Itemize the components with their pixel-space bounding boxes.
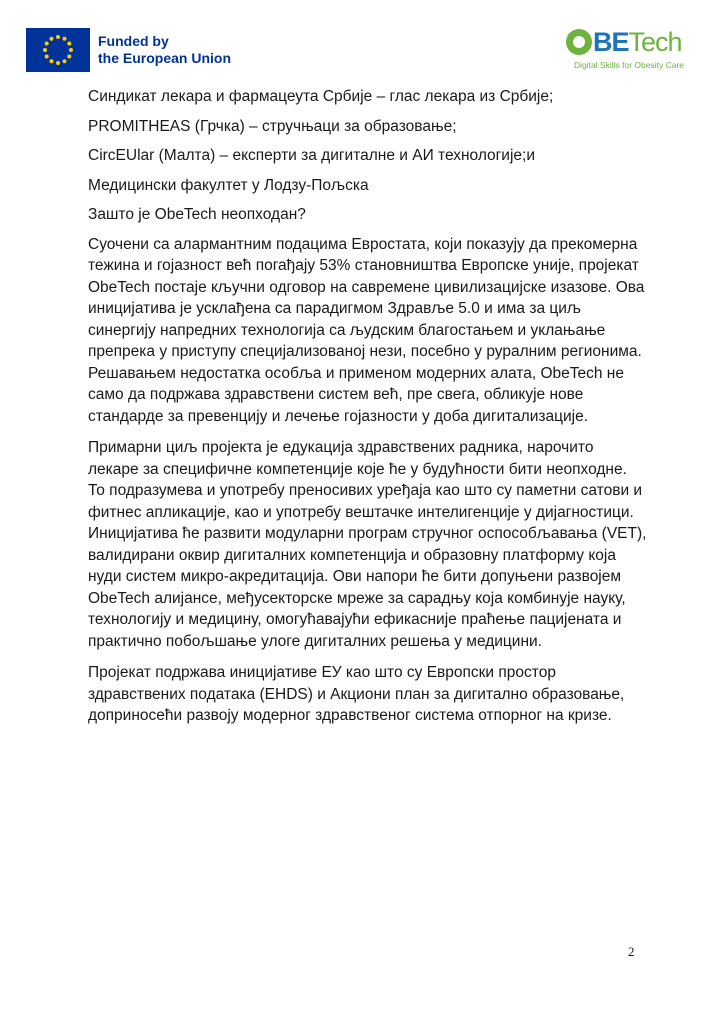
- eu-funding-line1: Funded by: [98, 33, 169, 49]
- paragraph-3: Пројекат подржава иницијативе ЕУ као што су Европски простор здравствених података (EHDS) и Акциони план за дигитално образовање, доприносећи развоју модерног здравственог система отпорног на кризе.: [88, 664, 625, 724]
- eu-funding-line2: the European Union: [98, 50, 231, 66]
- eu-funding-text: [98, 33, 231, 67]
- eu-funding-logo: [26, 26, 231, 74]
- partner-item: Медицински факултет у Лодзу-Пољска: [88, 176, 369, 194]
- partner-item: CircEUlar (Малта) – експерти за дигиталне и АИ технологије;и: [88, 147, 535, 164]
- paragraph-1: Суочени са алармантним подацима Евростата, који показују да прекомерна тежина и гојазност већ погађају 53% становништва Европске уније, пројекат ObeTech постаје кључни одговор на савремене цивилизацијске изазове. Ова иницијатива је усклађена са парадигмом Здравље 5.0 и има за циљ синергију напредних технологија са људским благостањем и уклањање препрека у приступу специјализованој нези, посебно у руралним регионима. Решавањем недостатка особља и применом модерних алата, ObeTech не само да подржава здравствени систем већ, пре свега, обликује нове стандарде за превенцију и лечење гојазности у доба дигитализације.: [88, 235, 645, 425]
- eu-flag-icon: [26, 28, 90, 72]
- partner-item: PROMITHEAS (Грчка) – стручњаци за образовање;: [88, 117, 457, 135]
- obetech-o-icon: [566, 29, 592, 55]
- page-number: 2: [628, 944, 635, 959]
- section-question: Зашто је ObeTech неопходан?: [88, 206, 306, 223]
- partner-item: Синдикат лекара и фармацеута Србије – глас лекара из Србије;: [88, 88, 554, 105]
- obetech-logo-tech: Tech: [628, 26, 682, 57]
- document-body: [88, 86, 648, 737]
- paragraph-2: Примарни циљ пројекта је едукација здравствених радника, нарочито лекаре за специфичне компетенције које ће у будућности бити неопходне. То подразумева и употребу преносивих уређаја као што су паметни сатови и фитнес апликације, као и употребу вештачке интелигенције у дијагностици. Иницијатива ће развити модуларни програм стручног оспособљавања (VET), валидирани оквир дигиталних компетенција и образовну платформу која нуди систем микро-акредитација. Ови напори ће бити допуњени развојем ObeTech алијансе, међусекторске мреже за сарадњу која комбинује науку, технологију и медицину, омогућавајући ефикасније праћење пацијената и практично побољшање улоге дигиталних решења у медицини.: [88, 439, 647, 650]
- obetech-tagline: Digital Skills for Obesity Care: [573, 60, 684, 70]
- obetech-logo-be: BE: [593, 26, 629, 57]
- obetech-logo: [566, 26, 684, 74]
